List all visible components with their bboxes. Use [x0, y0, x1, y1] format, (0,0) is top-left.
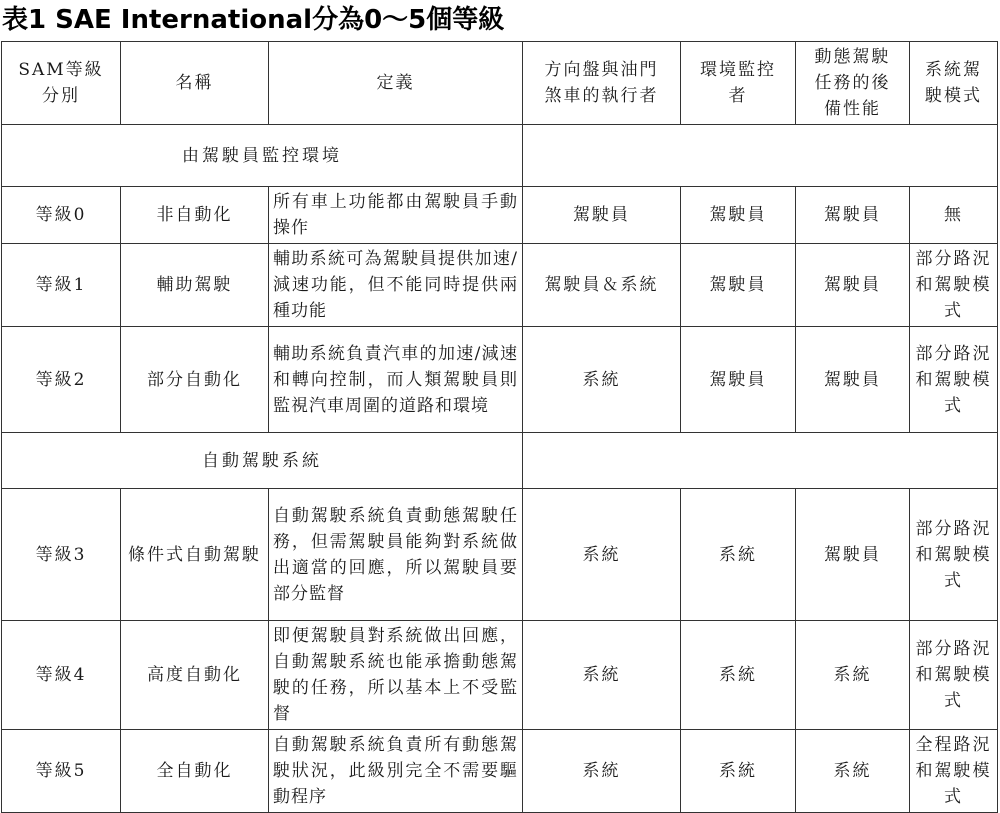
- level-cell: 等級0: [2, 187, 121, 244]
- table-row: [2, 244, 998, 327]
- section-row: [2, 433, 998, 489]
- definition-cell: 輔助系統負責汽車的加速/減速和轉向控制，而人類駕駛員則監視汽車周圍的道路和環境: [269, 327, 523, 433]
- table-row: [2, 621, 998, 730]
- header-level: [2, 42, 121, 125]
- header-name: 名稱: [121, 42, 269, 125]
- table-title: 表1 SAE International分為0～5個等級: [2, 5, 505, 35]
- sae-levels-table: [1, 41, 998, 813]
- monitoring-cell: 駕駛員: [681, 244, 796, 327]
- definition-cell: 所有車上功能都由駕駛員手動操作: [269, 187, 523, 244]
- monitoring-cell: 系統: [681, 621, 796, 730]
- level-cell: 等級2: [2, 327, 121, 433]
- name-cell: 條件式自動駕駛: [121, 489, 269, 621]
- fallback-cell: 駕駛員: [796, 489, 910, 621]
- mode-cell: 部分路況和駕駛模式: [910, 489, 998, 621]
- header-monitoring-line1: 環境監控: [700, 60, 776, 80]
- header-definition: 定義: [269, 42, 523, 125]
- header-level-line1: SAM等級: [18, 60, 104, 80]
- fallback-cell: 系統: [796, 621, 910, 730]
- name-cell: 高度自動化: [121, 621, 269, 730]
- mode-cell: 無: [910, 187, 998, 244]
- monitoring-cell: 系統: [681, 730, 796, 813]
- header-fallback-line2: 任務的後: [814, 73, 891, 93]
- table-row: [2, 730, 998, 813]
- section-empty-cell: [523, 125, 998, 187]
- section-automated: 自動駕駛系統: [2, 433, 523, 489]
- fallback-cell: 駕駛員: [796, 327, 910, 433]
- mode-cell: 部分路況和駕駛模式: [910, 327, 998, 433]
- header-level-line2: 分別: [42, 86, 80, 106]
- definition-cell: 自動駕駛系統負責動態駕駛任務，但需駕駛員能夠對系統做出適當的回應，所以駕駛員要部分監督: [269, 489, 523, 621]
- header-monitoring: [681, 42, 796, 125]
- fallback-cell: 駕駛員: [796, 187, 910, 244]
- header-mode-line2: 駛模式: [925, 86, 982, 106]
- header-steering-line1: 方向盤與油門: [544, 60, 659, 80]
- name-cell: 部分自動化: [121, 327, 269, 433]
- steering-cell: 駕駛員＆系統: [523, 244, 681, 327]
- monitoring-cell: 駕駛員: [681, 327, 796, 433]
- header-row: [2, 42, 998, 125]
- mode-cell: 全程路況和駕駛模式: [910, 730, 998, 813]
- section-empty-cell: [523, 433, 998, 489]
- steering-cell: 駕駛員: [523, 187, 681, 244]
- table-row: [2, 187, 998, 244]
- definition-cell: 輔助系統可為駕駛員提供加速/減速功能，但不能同時提供兩種功能: [269, 244, 523, 327]
- header-steering-line2: 煞車的執行者: [544, 86, 659, 106]
- header-fallback: [796, 42, 910, 125]
- name-cell: 全自動化: [121, 730, 269, 813]
- header-fallback-line3: 備性能: [824, 99, 881, 119]
- steering-cell: 系統: [523, 489, 681, 621]
- monitoring-cell: 系統: [681, 489, 796, 621]
- level-cell: 等級5: [2, 730, 121, 813]
- fallback-cell: 系統: [796, 730, 910, 813]
- table-row: [2, 327, 998, 433]
- name-cell: 非自動化: [121, 187, 269, 244]
- table-row: [2, 489, 998, 621]
- steering-cell: 系統: [523, 327, 681, 433]
- section-driver-monitors: 由駕駛員監控環境: [2, 125, 523, 187]
- definition-cell: 自動駕駛系統負責所有動態駕駛狀況，此級別完全不需要驅動程序: [269, 730, 523, 813]
- header-monitoring-line2: 者: [728, 86, 748, 106]
- section-row: [2, 125, 998, 187]
- level-cell: 等級1: [2, 244, 121, 327]
- level-cell: 等級3: [2, 489, 121, 621]
- steering-cell: 系統: [523, 730, 681, 813]
- header-mode-line1: 系統駕: [925, 60, 982, 80]
- steering-cell: 系統: [523, 621, 681, 730]
- level-cell: 等級4: [2, 621, 121, 730]
- monitoring-cell: 駕駛員: [681, 187, 796, 244]
- mode-cell: 部分路況和駕駛模式: [910, 244, 998, 327]
- definition-cell: 即便駕駛員對系統做出回應，自動駕駛系統也能承擔動態駕駛的任務，所以基本上不受監督: [269, 621, 523, 730]
- mode-cell: 部分路況和駕駛模式: [910, 621, 998, 730]
- name-cell: 輔助駕駛: [121, 244, 269, 327]
- header-steering: [523, 42, 681, 125]
- header-mode: [910, 42, 998, 125]
- header-fallback-line1: 動態駕駛: [814, 47, 891, 67]
- fallback-cell: 駕駛員: [796, 244, 910, 327]
